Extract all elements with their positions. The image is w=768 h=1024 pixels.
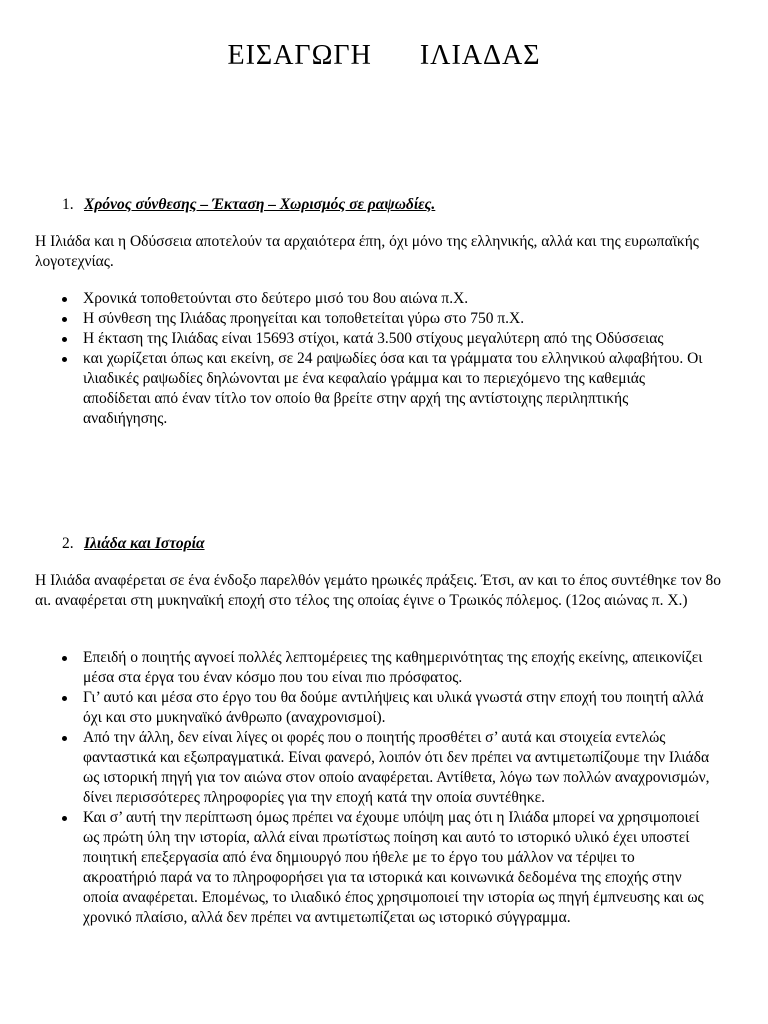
bullet-icon	[62, 656, 67, 661]
section-2-bullet-list	[62, 648, 712, 928]
section-1-bullet-list	[62, 289, 712, 429]
list-item-text: Γι’ αυτό και μέσα στο έργο του θα δούμε αντιλήψεις και υλικά γνωστά στην εποχή του ποιητή αλλά όχι και στο μυκηναϊκό άνθρωπο (αναχρονισμοί).	[83, 689, 704, 726]
list-item	[62, 329, 712, 349]
section-1-heading	[62, 196, 435, 214]
bullet-icon	[62, 297, 67, 302]
list-item	[62, 289, 712, 309]
section-1-intro: Η Ιλιάδα και η Οδύσσεια αποτελούν τα αρχαιότερα έπη, όχι μόνο της ελληνικής, αλλά και της ευρωπαϊκής λογοτεχνίας.	[35, 233, 699, 270]
bullet-icon	[62, 357, 67, 362]
list-item	[62, 808, 712, 928]
list-item	[62, 349, 712, 429]
list-item-text: Χρονικά τοποθετούνται στο δεύτερο μισό του 8ου αιώνα π.Χ.	[83, 290, 469, 307]
section-number: 2.	[62, 535, 74, 552]
section-title: Ιλιάδα και Ιστορία	[84, 535, 205, 552]
bullet-icon	[62, 736, 67, 741]
list-item	[62, 309, 712, 329]
list-item-text: Επειδή ο ποιητής αγνοεί πολλές λεπτομέρειες της καθημερινότητας της εποχής εκείνης, απεικονίζει μέσα στα έργα του έναν κόσμο που του είναι πιο πρόσφατος.	[83, 649, 703, 686]
section-number: 1.	[62, 196, 74, 213]
list-item-text: Από την άλλη, δεν είναι λίγες οι φορές που ο ποιητής προσθέτει σ’ αυτά και στοιχεία εντελώς φανταστικά και εξωπραγματικά. Είναι φανερό, λοιπόν ότι δεν πρέπει να αντιμετωπίζουμε την Ιλιάδα ως ιστορική πηγή για τον αιώνα στον οποίο αναφέρεται. Αντίθετα, λόγω των πολλών αναχρονισμών, δίνει περισσότερες πληροφορίες για την εποχή κατά την οποία συντέθηκε.	[83, 729, 710, 806]
section-title: Χρόνος σύνθεσης – Έκταση – Χωρισμός σε ραψωδίες.	[84, 196, 436, 213]
bullet-icon	[62, 696, 67, 701]
bullet-icon	[62, 337, 67, 342]
list-item-text: Η έκταση της Ιλιάδας είναι 15693 στίχοι, κατά 3.500 στίχους μεγαλύτερη από της Οδύσσειας	[83, 330, 664, 347]
section-2-intro: Η Ιλιάδα αναφέρεται σε ένα ένδοξο παρελθόν γεμάτο ηρωικές πράξεις. Έτσι, αν και το έπος συντέθηκε τον 8ο αι. αναφέρεται στη μυκηναϊκή εποχή στο τέλος της οποίας έγινε ο Τρωικός πόλεμος. (12ος αιώνας π. Χ.)	[35, 572, 722, 609]
document-title: ΕΙΣΑΓΩΓΗ ΙΛΙΑΔΑΣ	[227, 40, 541, 71]
list-item-text: Η σύνθεση της Ιλιάδας προηγείται και τοποθετείται γύρω στο 750 π.Χ.	[83, 310, 525, 327]
list-item-text: και χωρίζεται όπως και εκείνη, σε 24 ραψωδίες όσα και τα γράμματα του ελληνικού αλφαβήτου. Οι ιλιαδικές ραψωδίες δηλώνονται με ένα κεφαλαίο γράμμα και το περιεχόμενο της καθεμιάς αποδίδεται από έναν τίτλο τον οποίο θα βρείτε στην αρχή της αντίστοιχης περιληπτικής αναδιήγησης.	[83, 350, 703, 427]
bullet-icon	[62, 816, 67, 821]
list-item	[62, 648, 712, 688]
list-item	[62, 688, 712, 728]
section-2-heading	[62, 535, 205, 553]
bullet-icon	[62, 317, 67, 322]
list-item	[62, 728, 712, 808]
list-item-text: Και σ’ αυτή την περίπτωση όμως πρέπει να έχουμε υπόψη μας ότι η Ιλιάδα μπορεί να χρησιμοποιεί ως πρώτη ύλη την ιστορία, αλλά είναι πρωτίστως ποίηση και αυτό το ιστορικό υλικό έχει υποστεί ποιητική επεξεργασία από ένα δημιουργό που ήθελε με το έργο του μάλλον να τέρψει το ακροατήριό παρά να το πληροφορήσει για τα ιστορικά και κοινωνικά δεδομένα της εποχής στην οποία αναφέρεται. Επομένως, το ιλιαδικό έπος χρησιμοποιεί την ιστορία ως πηγή έμπνευσης και ως χρονικό πλαίσιο, αλλά δεν πρέπει να αντιμετωπίζεται ως ιστορικό σύγγραμμα.	[83, 809, 704, 926]
